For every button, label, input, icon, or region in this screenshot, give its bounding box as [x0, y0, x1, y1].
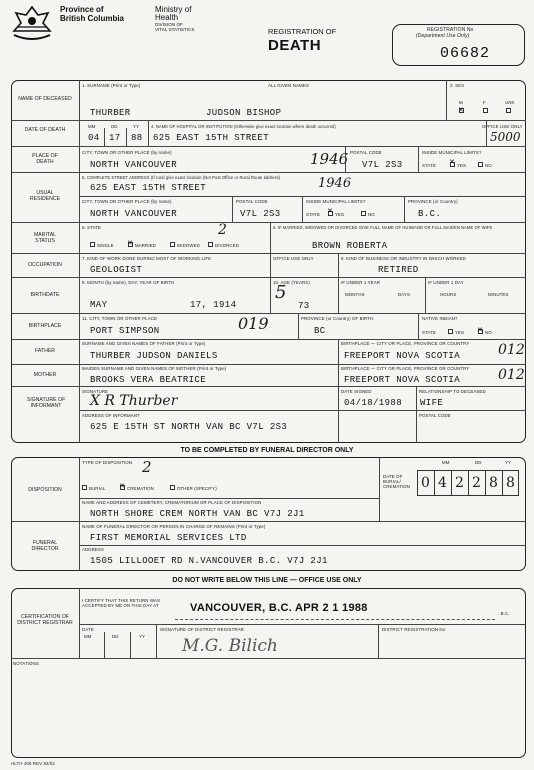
- cremation-checkmark: ✕: [119, 482, 125, 490]
- cemetery-label: NAME AND ADDRESS OF CEMETERY, CREMATORIUM OR PLACE OF DISPOSITION: [82, 500, 262, 505]
- birthplace-code: 019: [238, 314, 269, 333]
- married-checkmark: ✕: [127, 239, 133, 247]
- divider: [338, 277, 339, 313]
- registrar-signature-label: SIGNATURE OF DISTRICT REGISTRAR: [160, 627, 244, 632]
- section-usual-residence: USUAL RESIDENCE: [29, 190, 61, 202]
- other-checkbox[interactable]: [170, 485, 175, 490]
- widowed-label: WIDOWED: [177, 243, 200, 248]
- death-dd-label: DD: [111, 124, 118, 129]
- age-label: 10. AGE (YEARS): [273, 280, 310, 285]
- native-no-checkmark: ✕: [477, 326, 483, 334]
- section-disposition: DISPOSITION: [28, 487, 62, 493]
- divider: [270, 277, 271, 313]
- section-birthdate: BIRTHDATE: [30, 292, 60, 298]
- sex-f-label: F: [483, 100, 486, 105]
- residence-yes-checkmark: ✕: [327, 207, 333, 215]
- married-label: MARRIED: [135, 243, 156, 248]
- funeral-director-name-value: FIRST MEMORIAL SERVICES LTD: [90, 533, 247, 543]
- age-value: 73: [298, 301, 310, 311]
- death-city-value: NORTH VANCOUVER: [90, 160, 178, 170]
- native-indian-label: NATIVE INDIAN?: [422, 316, 458, 321]
- months-label: MONTHS: [345, 292, 365, 297]
- divider: [338, 386, 339, 443]
- divider: [446, 80, 447, 120]
- divider: [130, 632, 131, 658]
- death-city-label: CITY, TOWN OR OTHER PLACE (by name): [82, 150, 172, 155]
- disposition-dd-label: DD: [475, 460, 482, 465]
- given-names-label: ALL GIVEN NAMES: [268, 83, 309, 88]
- divider: [11, 339, 526, 340]
- father-birthplace-value: FREEPORT NOVA SCOTIA: [344, 351, 461, 361]
- work-label: 7. KIND OF WORK DONE DURING MOST OF WORKING LIFE: [82, 256, 212, 261]
- birthdate-label: 9. MONTH (by name), DAY, YEAR OF BIRTH: [82, 280, 175, 285]
- divider: [156, 624, 157, 658]
- disposition-type-label: TYPE OF DISPOSITION: [82, 460, 133, 465]
- residence-inside-limits-label: INSIDE MUNICIPAL LIMITS?: [306, 199, 366, 204]
- section-father: FATHER: [34, 348, 56, 354]
- death-yes-label: YES: [457, 163, 467, 168]
- notations-label: NOTATIONS: [13, 661, 39, 666]
- divider: [11, 253, 526, 254]
- ministry-line1: Ministry of: [155, 5, 192, 14]
- residence-city-label: CITY, TOWN OR OTHER PLACE (by name): [82, 199, 172, 204]
- cert-mm-label: MM: [84, 634, 92, 639]
- section-certification: CERTIFICATION OF DISTRICT REGISTRAR: [17, 614, 73, 626]
- native-yes-label: YES: [455, 330, 465, 335]
- certify-text: I CERTIFY THAT THIS RETURN WAS ACCEPTED BY ME ON THIS DAY AT: [82, 598, 160, 608]
- business-label: 8. KIND OF BUSINESS OR INDUSTRY IN WHICH WORKED: [341, 256, 466, 261]
- date-digit: 4: [438, 475, 447, 491]
- office-use-banner: DO NOT WRITE BELOW THIS LINE — OFFICE USE ONLY: [172, 577, 362, 584]
- division-line1: DIVISION OF: [155, 22, 183, 27]
- divider: [298, 313, 299, 339]
- birth-province-value: BC: [314, 326, 326, 336]
- funeral-director-name-label: NAME OF FUNERAL DIRECTOR OR PERSON IN CHARGE OF REMAINS (Print or Type): [82, 524, 266, 529]
- informant-signature: X R Thurber: [90, 393, 178, 409]
- death-no-checkbox[interactable]: [478, 162, 483, 167]
- divider: [11, 222, 526, 223]
- divider: [79, 624, 526, 625]
- work-value: GEOLOGIST: [90, 265, 143, 275]
- date-signed-label: DATE SIGNED: [341, 389, 372, 394]
- father-name-value: THURBER JUDSON DANIELS: [90, 351, 218, 361]
- cert-dd-label: DD: [112, 634, 119, 639]
- divider: [148, 120, 149, 146]
- days-label: DAYS: [398, 292, 411, 297]
- ministry-line2: Health: [155, 13, 179, 22]
- mother-birthplace-label: BIRTHPLACE — CITY OR PLACE, PROVINCE OR COUNTRY: [341, 366, 470, 371]
- birthplace-value: PORT SIMPSON: [90, 326, 160, 336]
- divider: [270, 222, 271, 253]
- divider: [79, 457, 80, 571]
- divider: [104, 632, 105, 658]
- relationship-value: WIFE: [420, 398, 444, 408]
- divider: [126, 128, 127, 146]
- section-occupation: OCCUPATION: [28, 262, 62, 268]
- birthplace-label: 11. CITY, TOWN OR OTHER PLACE: [82, 316, 158, 321]
- divider: [302, 196, 303, 222]
- cert-yy-label: YY: [139, 634, 146, 639]
- relationship-label: RELATIONSHIP TO DECEASED: [419, 389, 486, 394]
- section-marital-status: MARITAL STATUS: [33, 232, 57, 244]
- divider: [416, 386, 417, 410]
- residence-street-value: 625 EAST 15TH STREET: [90, 183, 207, 193]
- funeral-director-address-value: 1505 LILLOOET RD N.VANCOUVER B.C. V7J 2J1: [90, 556, 328, 566]
- widowed-checkbox[interactable]: [170, 242, 175, 247]
- residence-street-code: 1946: [318, 176, 352, 191]
- divider: [79, 545, 526, 546]
- residence-no-checkbox[interactable]: [361, 211, 366, 216]
- divider: [418, 146, 419, 172]
- burial-label: BURIAL: [89, 486, 106, 491]
- hospital-value: 625 EAST 15TH STREET: [153, 133, 270, 143]
- sex-unk-checkbox[interactable]: [506, 108, 511, 113]
- disposition-date-cells: [417, 470, 519, 496]
- section-signature-of-informant: SIGNATURE OF INFORMANT: [26, 397, 66, 409]
- death-city-code: 1946: [310, 150, 349, 168]
- mother-name-value: BROOKS VERA BEATRICE: [90, 375, 207, 385]
- section-birthplace: BIRTHPLACE: [28, 323, 62, 329]
- death-yes-checkmark: ✕: [449, 158, 455, 166]
- office-use-label: OFFICE USE ONLY: [482, 124, 523, 129]
- divider: [270, 253, 271, 277]
- father-birthplace-label: BIRTHPLACE — CITY OR PLACE, PROVINCE OR COUNTRY: [341, 341, 470, 346]
- label-column-divider: [79, 80, 80, 443]
- divider: [425, 277, 426, 313]
- death-year: 88: [131, 133, 143, 143]
- divider: [11, 521, 526, 522]
- divider: [378, 624, 379, 658]
- business-value: RETIRED: [378, 265, 419, 275]
- cemetery-value: NORTH SHORE CREM NORTH VAN BC V7J 2J1: [90, 509, 305, 519]
- date-digit: 8: [506, 475, 515, 491]
- form-number: HLTH 406 REV 82/02: [11, 761, 55, 766]
- informant-postal-label: POSTAL CODE: [419, 413, 451, 418]
- divorced-checkbox[interactable]: [208, 242, 213, 247]
- birth-province-label: PROVINCE (or Country) OF BIRTH: [301, 316, 374, 321]
- funeral-director-banner: TO BE COMPLETED BY FUNERAL DIRECTOR ONLY: [180, 447, 354, 454]
- date-digit: 2: [455, 475, 464, 491]
- sex-label: 2. SEX: [450, 83, 465, 88]
- hours-label: HOURS: [440, 292, 457, 297]
- death-month: 04: [88, 133, 100, 143]
- divider: [11, 146, 526, 147]
- informant-address-value: 625 E 15TH ST NORTH VAN BC V7L 2S3: [90, 422, 288, 432]
- residence-postal-value: V7L 2S3: [240, 209, 281, 219]
- death-postal-value: V7L 2S3: [362, 160, 403, 170]
- birthplace-state-label: STATE: [422, 330, 436, 335]
- date-digit: 2: [472, 475, 481, 491]
- death-day: 17: [109, 133, 121, 143]
- sex-f-checkbox[interactable]: [483, 108, 488, 113]
- cert-date-label: DATE: [82, 627, 94, 632]
- residence-province-value: B.C.: [418, 209, 442, 219]
- minutes-label: MINUTES: [488, 292, 509, 297]
- death-inside-limits-label: INSIDE MUNICIPAL LIMITS?: [422, 150, 482, 155]
- date-signed-value: 04/18/1988: [344, 398, 403, 408]
- death-no-label: NO: [485, 163, 492, 168]
- disposition-mm-label: MM: [442, 460, 450, 465]
- under-1-year-label: IF UNDER 1 YEAR: [341, 280, 380, 285]
- divider: [338, 253, 339, 277]
- disposition-yy-label: YY: [505, 460, 512, 465]
- marital-state-label: 5. STATE: [82, 225, 102, 230]
- disposition-date-label: DATE OF BURIAL/ CREMATION: [383, 474, 410, 489]
- registration-number-label: REGISTRATION No: [427, 27, 474, 33]
- mother-birthplace-code: 012: [498, 367, 525, 383]
- native-no-label: NO: [485, 330, 492, 335]
- registrar-stamp: VANCOUVER, B.C. APR 2 1 1988: [190, 602, 368, 614]
- other-label: OTHER (SPECIFY): [177, 486, 217, 491]
- marital-state-code: 2: [218, 222, 227, 238]
- divider: [379, 457, 380, 521]
- informant-address-label: ADDRESS OF INFORMANT: [82, 413, 140, 418]
- divider: [11, 172, 526, 173]
- residence-yes-label: YES: [335, 212, 345, 217]
- burial-checkbox[interactable]: [82, 485, 87, 490]
- occupation-office-use-label: OFFICE USE ONLY: [273, 256, 314, 261]
- father-name-label: SURNAME AND GIVEN NAMES OF FATHER (Print or Type): [82, 341, 206, 346]
- divider: [104, 128, 105, 146]
- funeral-director-address-label: ADDRESS: [82, 547, 104, 552]
- given-names-value: JUDSON BISHOP: [206, 108, 282, 118]
- divider: [416, 410, 417, 443]
- divider: [11, 386, 526, 387]
- death-state-label: STATE: [422, 163, 436, 168]
- single-checkbox[interactable]: [90, 242, 95, 247]
- cremation-label: CREMATION: [127, 486, 154, 491]
- office-use-code: 5000: [490, 130, 521, 144]
- residence-state-label: STATE: [306, 212, 320, 217]
- registration-number-sub: (Department Use Only): [416, 33, 470, 39]
- birth-month: MAY: [90, 300, 108, 310]
- hospital-label: 4. NAME OF HOSPITAL OR INSTITUTION (Otherwise give exact location where death occurred): [151, 124, 336, 129]
- registration-of-label: REGISTRATION OF: [268, 27, 337, 36]
- stamp-line: [175, 619, 495, 620]
- divider: [232, 196, 233, 222]
- bc-suffix: . B.C.: [498, 611, 510, 616]
- age-code: 5: [275, 282, 287, 303]
- date-digit: 0: [421, 475, 430, 491]
- bc-crest-logo: [10, 5, 55, 45]
- residence-no-label: NO: [368, 212, 375, 217]
- sex-unk-label: UNK: [505, 100, 515, 105]
- residence-street-label: 5. COMPLETE STREET ADDRESS (If rural give exact location (Not Post Office or Rural Route address): [82, 175, 281, 180]
- divorced-label: DIVORCED: [215, 243, 239, 248]
- divider: [11, 658, 526, 659]
- death-postal-label: POSTAL CODE: [350, 150, 382, 155]
- death-yy-label: YY: [133, 124, 140, 129]
- father-birthplace-code: 012: [498, 342, 525, 358]
- division-line2: VITAL STATISTICS: [155, 27, 195, 32]
- birth-day-year: 17, 1914: [190, 300, 237, 310]
- registrar-signature: M.G. Bilich: [182, 636, 278, 656]
- spouse-label: 6. IF MARRIED, WIDOWED OR DIVORCED GIVE FULL NAME OF HUSBAND OR FULL MAIDEN NAME OF WIFE: [273, 225, 493, 230]
- surname-label: 1. SURNAME (Print or Type): [82, 83, 141, 88]
- under-1-day-label: IF UNDER 1 DAY: [428, 280, 464, 285]
- section-name-of-deceased: NAME OF DECEASED: [18, 96, 72, 102]
- surname-value: THURBER: [90, 108, 131, 118]
- form-title: DEATH: [268, 37, 322, 54]
- divider: [345, 146, 346, 172]
- divider: [79, 410, 526, 411]
- mother-name-label: MAIDEN SURNAME AND GIVEN NAMES OF MOTHER (Print or Type): [82, 366, 227, 371]
- province-line2: British Columbia: [60, 14, 125, 23]
- native-yes-checkbox[interactable]: [448, 329, 453, 334]
- district-registration-label: DISTRICT REGISTRATION No: [382, 627, 446, 632]
- province-line1: Province of: [60, 5, 104, 14]
- single-label: SINGLE: [97, 243, 114, 248]
- death-mm-label: MM: [88, 124, 96, 129]
- divider: [338, 339, 339, 386]
- divider: [11, 364, 526, 365]
- residence-province-label: PROVINCE (or Country): [408, 199, 458, 204]
- sex-m-label: M: [459, 100, 463, 105]
- residence-postal-label: POSTAL CODE: [236, 199, 268, 204]
- section-funeral-director: FUNERAL DIRECTOR: [31, 540, 59, 552]
- registration-number: 06682: [440, 45, 491, 62]
- residence-city-value: NORTH VANCOUVER: [90, 209, 178, 219]
- section-date-of-death: DATE OF DEATH: [24, 127, 66, 133]
- sex-m-checkmark: ✕: [458, 106, 464, 114]
- mother-birthplace-value: FREEPORT NOVA SCOTIA: [344, 375, 461, 385]
- divider: [79, 498, 379, 499]
- date-digit: 8: [489, 475, 498, 491]
- divider: [11, 120, 526, 121]
- section-place-of-death: PLACE OF DEATH: [32, 153, 58, 165]
- spouse-value: BROWN ROBERTA: [312, 241, 388, 251]
- divider: [79, 588, 80, 658]
- divider: [404, 196, 405, 222]
- divider: [418, 313, 419, 339]
- disposition-type-code: 2: [142, 458, 152, 476]
- informant-signature-label: SIGNATURE: [82, 389, 109, 394]
- section-mother: MOTHER: [33, 372, 57, 378]
- divider: [11, 277, 526, 278]
